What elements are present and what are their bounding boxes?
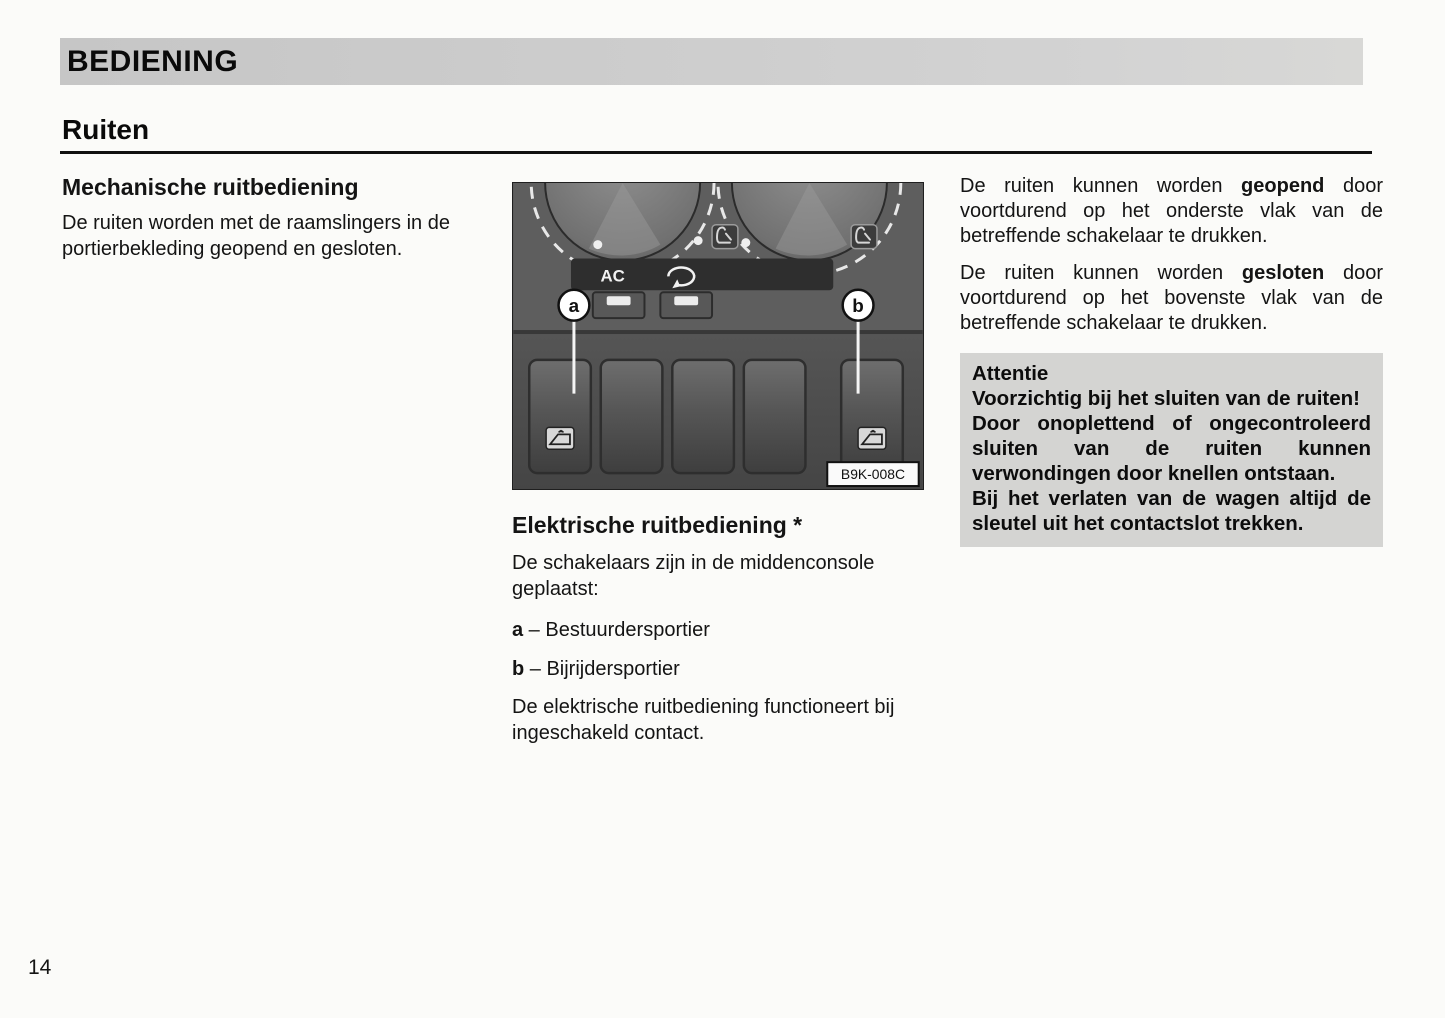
blank-switch <box>744 360 806 473</box>
attention-line-3: Bij het verlaten van de wagen altijd de sleutel uit het contactslot trekken. <box>972 486 1371 535</box>
console-illustration <box>513 183 923 489</box>
window-switch-right <box>841 360 903 473</box>
electric-heading: Elektrische ruitbediening * <box>512 512 803 538</box>
electric-item-b <box>512 657 924 683</box>
item-a-key: a <box>512 619 524 642</box>
attention-title: Attentie <box>972 361 1049 385</box>
chapter-title: BEDIENING <box>67 44 239 78</box>
blank-switch <box>601 360 663 473</box>
mechanical-body: De ruiten worden met de raamslingers in de portierbekleding geopend en gesloten. <box>62 212 450 260</box>
indicator-dot <box>694 236 703 245</box>
p1-bold: geopend <box>1241 175 1325 197</box>
electric-intro: De schakelaars zijn in de middenconsole geplaatst: <box>512 552 875 600</box>
callout-label-a: a <box>568 295 580 317</box>
console-button-1 <box>593 292 645 318</box>
page-number: 14 <box>28 956 52 979</box>
attention-line-2: Door onoplettend of ongecontroleerd sluiten van de ruiten kunnen verwondingen door knellen ontstaan. <box>972 411 1371 485</box>
section-title: Ruiten <box>62 114 150 145</box>
mechanical-heading: Mechanische ruitbediening <box>62 174 359 200</box>
mechanical-section <box>62 174 488 262</box>
item-b-key: b <box>512 657 525 680</box>
figure-code: B9K-008C <box>840 466 906 483</box>
console-figure <box>512 182 924 490</box>
window-switch-icon-left <box>546 427 574 449</box>
blank-switch <box>672 360 734 473</box>
window-switch-left <box>529 360 591 473</box>
window-switch-icon-right <box>858 427 886 449</box>
paragraph-open-windows <box>960 174 1383 248</box>
seat-function-icon-left <box>712 225 738 249</box>
console-button-2 <box>660 292 712 318</box>
p1-pre: De ruiten kunnen worden <box>960 175 1242 197</box>
paragraph-close-windows <box>960 261 1383 335</box>
p1-post: door voortdurend op het onderste vlak van de betreffende schakelaar te drukken. <box>960 175 1383 247</box>
seat-function-icon-right <box>851 225 877 249</box>
item-a-text: – Bestuurdersportier <box>523 619 710 642</box>
chapter-header-bar <box>60 38 1363 85</box>
electric-item-a <box>512 618 924 644</box>
figure-code-box <box>827 462 918 486</box>
indicator-dot <box>741 238 750 247</box>
p2-post: door voortdurend op het bovenste vlak van de betreffende schakelaar te drukken. <box>960 262 1383 334</box>
electric-outro: De elektrische ruitbediening functioneert bij ingeschakeld contact. <box>512 696 895 744</box>
attention-box <box>960 353 1383 547</box>
attention-line-1: Voorzichtig bij het sluiten van de ruiten! <box>972 386 1361 410</box>
indicator-dot <box>593 240 602 249</box>
switch-row <box>529 360 903 473</box>
center-column <box>512 182 924 747</box>
callout-label-b: b <box>852 295 864 317</box>
p2-bold: gesloten <box>1241 262 1325 285</box>
item-b-text: – Bijrijdersportier <box>524 657 680 680</box>
section-divider-rule <box>60 151 1372 154</box>
p2-pre: De ruiten kunnen worden <box>960 262 1242 285</box>
right-column <box>960 174 1383 547</box>
ac-button-label: AC <box>600 266 625 286</box>
